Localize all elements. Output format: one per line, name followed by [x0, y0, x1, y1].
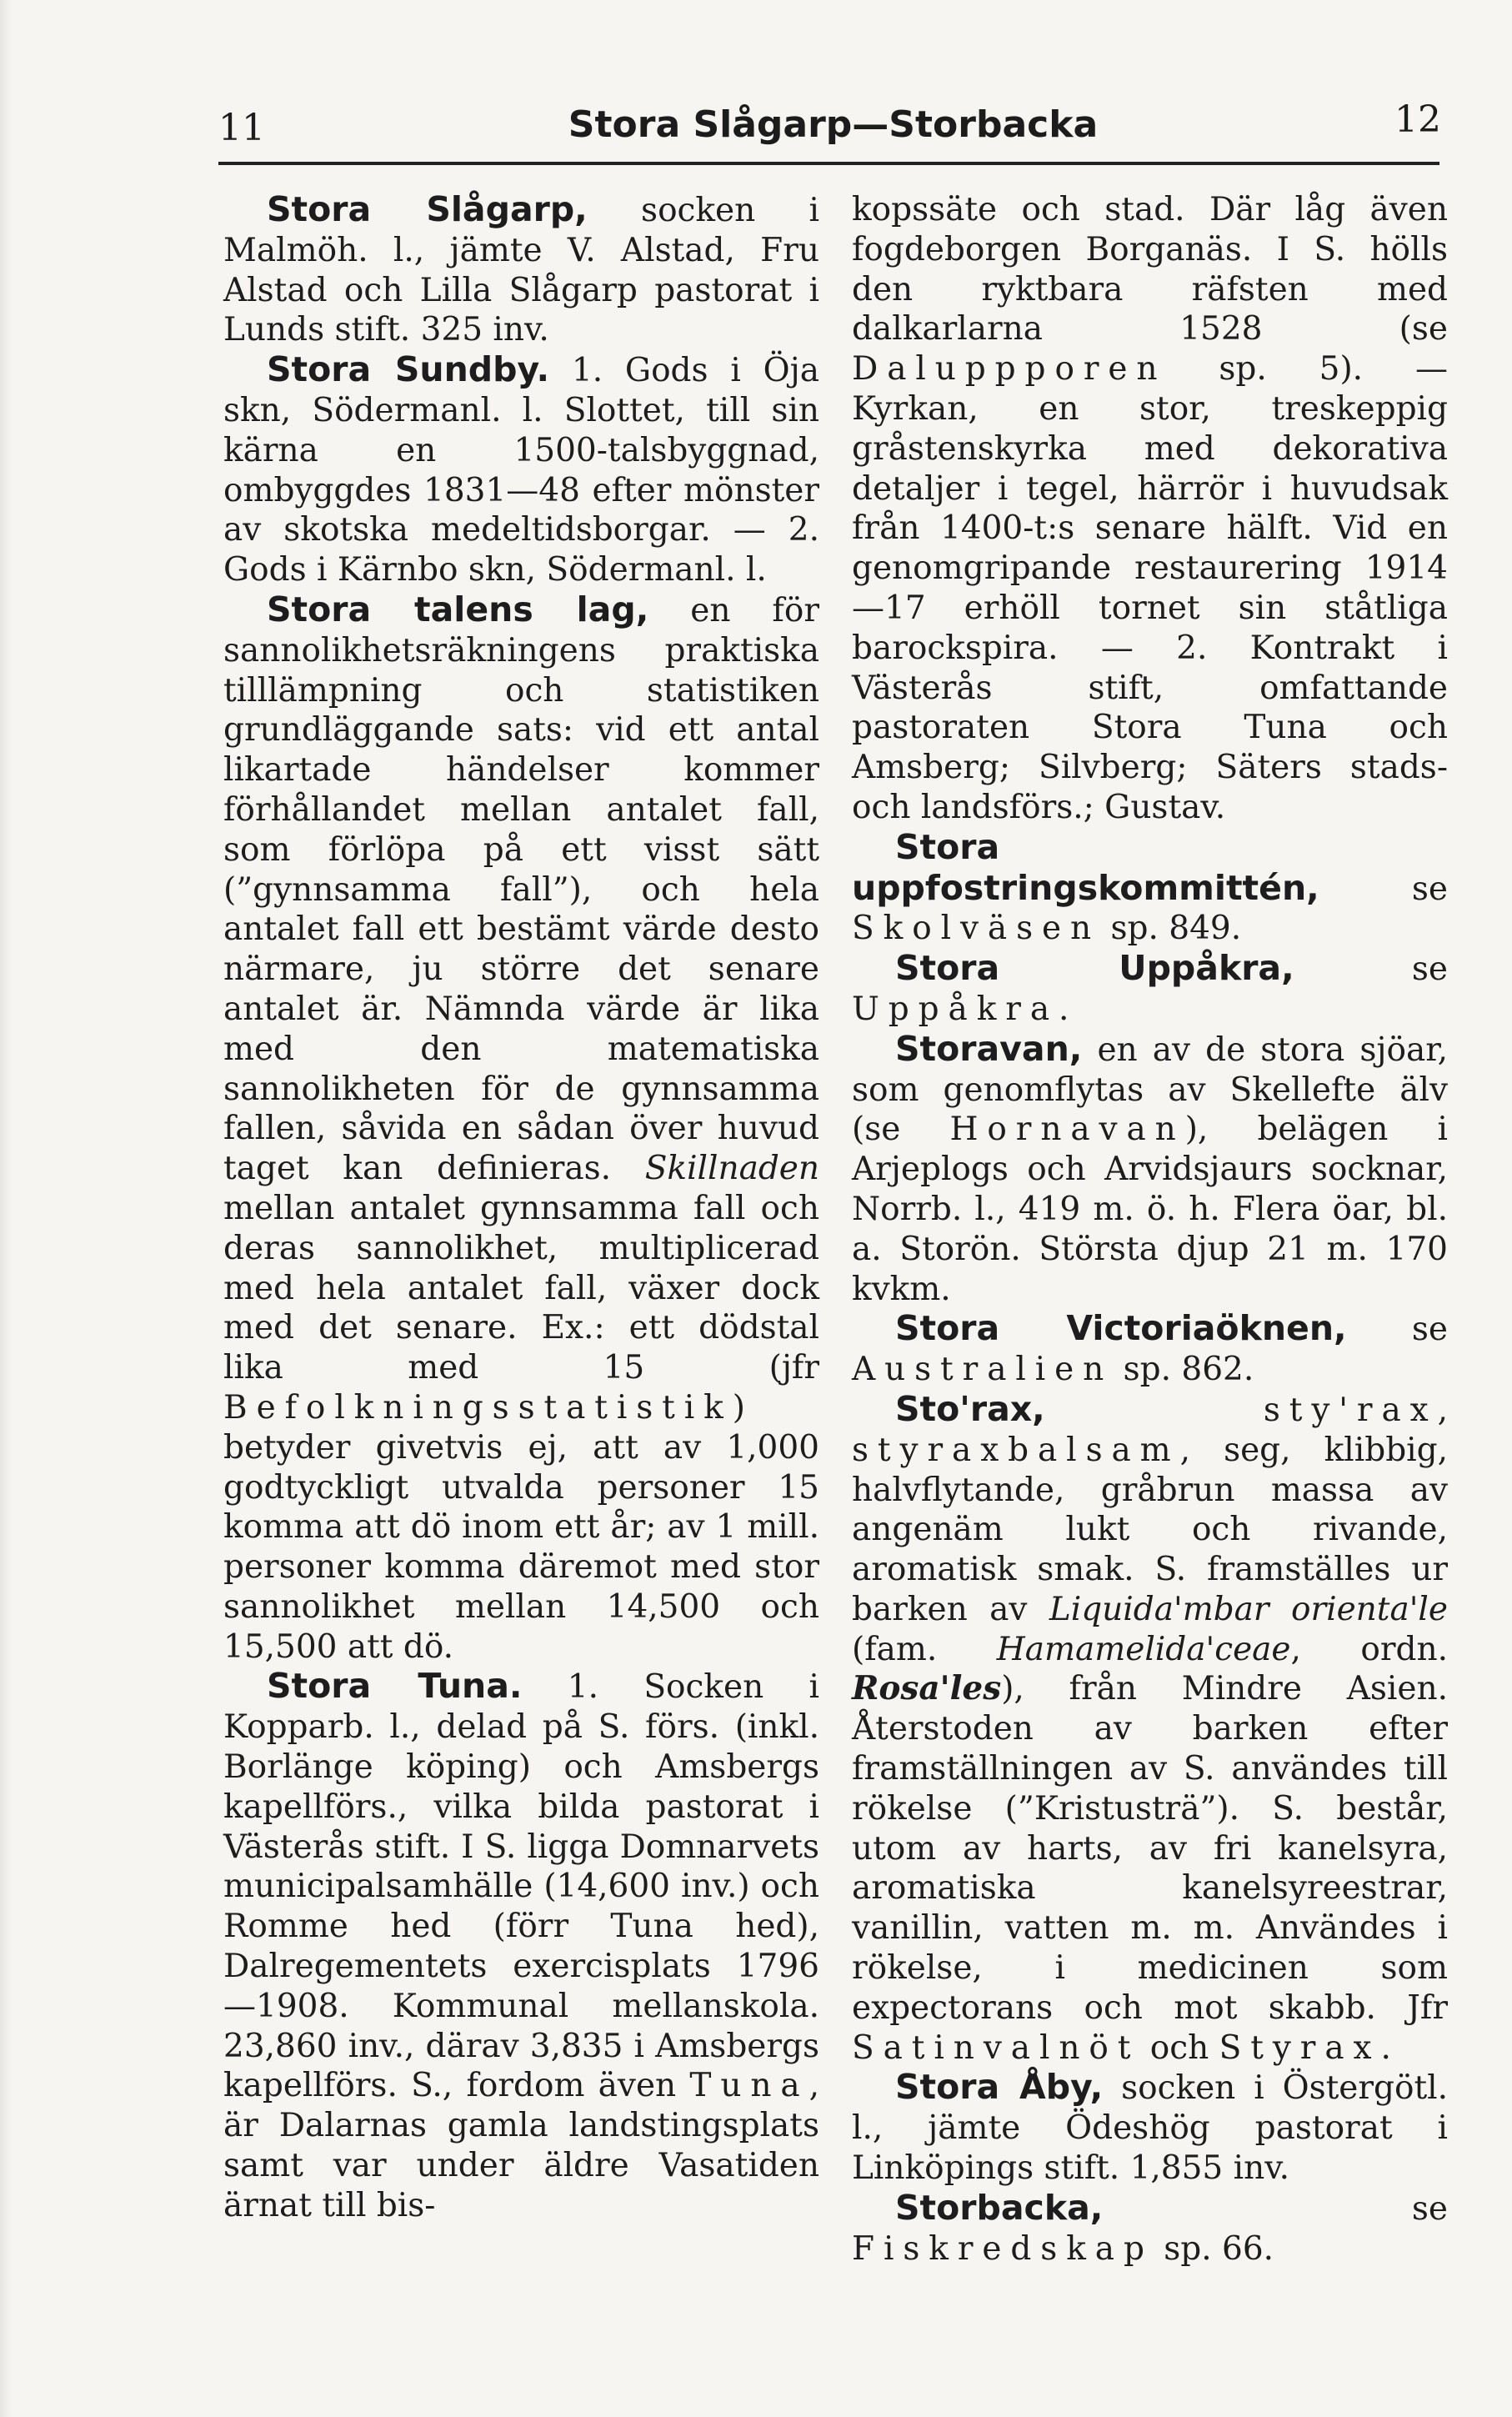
entry-text: 1. Gods i Öja skn, Södermanl. l. Slottet, till sin kärna en 1500-talsbyggnad, ombyggdes 1831—48 efter mönster av skotska medeltidsborgar. — 2. Gods i Kärnbo skn, Södermanl. l.	[223, 352, 819, 589]
entry-text: kopssäte och stad. Där låg även fogdeborgen Borganäs. I S. hölls den ryktbara räfsten med dalkarlarna 1528 (se	[852, 191, 1448, 349]
entry-text: se	[1319, 870, 1448, 908]
cross-reference: Styrax	[1219, 2028, 1381, 2067]
entry-text: socken i Östergötl. l., jämte Ödeshög pastorat i Linköpings stift. 1,855 inv.	[852, 2069, 1449, 2188]
spaced-term: Tuna	[689, 2067, 809, 2105]
entry-text: se	[1294, 950, 1448, 989]
spaced-term: sty'rax	[1263, 1391, 1438, 1429]
cross-reference: Hornavan	[949, 1111, 1185, 1149]
headword: Stora Victoriaöknen,	[895, 1308, 1347, 1349]
entry-text: socken i Malmöh. l., jämte V. Alstad, Fru Alstad och Lilla Slågarp pastorat i Lunds stift. 325 inv.	[223, 192, 819, 349]
page-header	[218, 98, 1448, 158]
entry-text: ), från Mindre Asien. Återstoden av barken efter framställningen av S. användes till rökelse (”Kristusträ”). S. består, utom av harts, av fri kanelsyra, aromatiska kanelsyreestrar, vanillin, vatten m. m. Användes i rökelse, i medicinen som expectorans och mot skabb. Jfr	[852, 1670, 1448, 2027]
header-rule	[218, 162, 1439, 165]
entry-text: en för sannolikhetsräkningens praktiska tilllämpning och statistiken grundläggande sats: vid ett antal likartade händelser kommer förhållandet mellan antalet fall, som förlöpa på ett visst sätt (”gynnsamma fall”), och hela antalet fall ett bestämt värde desto närmare, ju större det senare antalet är. Nämnda värde är lika med den matematiska sannolikheten för de gynnsamma fallen, såvida en sådan över huvud taget kan definieras.	[223, 591, 819, 1188]
entry-text: sp. 849.	[1100, 910, 1242, 948]
entry-text: (fam.	[852, 1630, 997, 1668]
headword: Stora Tuna.	[267, 1666, 523, 1707]
entry-storax	[852, 1390, 1448, 2068]
headword: Stora Sundby.	[267, 349, 550, 390]
page-number-left: 11	[218, 107, 265, 149]
headword: Storavan,	[895, 1028, 1083, 1069]
headword: Stora talens lag,	[267, 589, 649, 629]
entry-storavan	[852, 1030, 1448, 1310]
entry-text: , ordn.	[1290, 1630, 1448, 1668]
entry-stora-victoriaoknen	[852, 1309, 1448, 1390]
page-edge-shadow	[0, 0, 12, 2417]
running-title: Stora Slågarp—Storbacka	[568, 103, 1099, 146]
entry-text: , seg, klibbig, halvflytande, gråbrun massa av angenäm lukt och rivande, aromatisk smak. S. framställes ur barken av	[852, 1431, 1448, 1628]
cross-reference: Australien	[852, 1351, 1114, 1389]
entry-text: .	[1059, 990, 1069, 1028]
entry-text: mellan antalet gynnsamma fall och deras sannolikhet, multiplicerad med hela antalet fall, växer dock med det senare. Ex.: ett dödstal lika med 15 (jfr	[223, 1189, 819, 1387]
entry-stora-sundby	[223, 350, 819, 590]
entry-stora-uppfostringskommitten	[852, 828, 1448, 949]
entry-text: se	[1346, 1311, 1448, 1349]
entry-text: 1. Socken i Kopparb. l., delad på S. förs. (inkl. Borlänge köping) och Amsbergs kapellförs., vilka bilda pastorat i Västerås stift. I S. ligga Domnarvets municipalsamhälle (14,600 inv.) och Romme hed (förr Tuna hed), Dalregementets exercisplats 1796—1908. Kommunal mellanskola. 23,860 inv., därav 3,835 i Amsbergs kapellförs. S., fordom även	[223, 1668, 819, 2105]
italic-term: Liquida'mbar orienta'le	[1049, 1590, 1448, 1628]
entry-stora-talens-lag	[223, 590, 819, 1667]
entry-text: en av de stora sjöar, som genomflytas av Skellefte älv (se	[852, 1030, 1448, 1149]
headword: Stora Uppåkra,	[895, 948, 1294, 989]
column-left	[223, 189, 819, 2224]
entry-text: sp. 862.	[1113, 1351, 1254, 1389]
entry-continuation	[852, 190, 1448, 828]
cross-reference: Befolkningsstatistik	[223, 1388, 733, 1427]
headword: Sto'rax,	[895, 1388, 1045, 1429]
entry-text: ,	[1437, 1391, 1448, 1429]
italic-term: Skillnaden	[644, 1150, 819, 1188]
entry-text: ) betyder givetvis ej, att av 1,000 godtyckligt utvalda personer 15 komma att dö inom ett år; av 1 mill. personer komma däremot med stor sannolikhet mellan 14,500 och 15,500 att dö.	[223, 1388, 819, 1666]
entry-stora-aby	[852, 2068, 1448, 2188]
entry-storbacka	[852, 2189, 1448, 2269]
cross-reference: Skolväsen	[852, 910, 1101, 948]
headword: Stora uppfostringskommittén,	[852, 826, 1319, 908]
entry-text: och	[1139, 2028, 1219, 2067]
headword: Stora Slågarp,	[267, 189, 588, 229]
italic-term: Hamamelida'ceae	[996, 1630, 1291, 1668]
entry-text: se	[1103, 2189, 1448, 2228]
headword: Stora Åby,	[895, 2067, 1104, 2108]
column-right	[852, 190, 1449, 2268]
bold-italic-term: Rosa'les	[852, 1669, 1002, 1708]
entry-text: , är Dalarnas gamla landstingsplats samt var under äldre Vasatiden ärnat till bis-	[223, 2067, 819, 2224]
cross-reference: Satinvalnöt	[852, 2028, 1140, 2067]
entry-text: .	[1380, 2028, 1391, 2067]
page-number-right: 12	[1394, 98, 1441, 141]
cross-reference: Uppåkra	[852, 990, 1059, 1028]
cross-reference: Daluppроren	[852, 350, 1167, 389]
entry-stora-tuna	[223, 1667, 819, 2225]
headword: Storbacka,	[895, 2187, 1104, 2228]
entry-text: sp. 66.	[1153, 2229, 1274, 2268]
entry-text: ), belägen i Arjeplogs och Arvidsjaurs socknar, Norrb. l., 419 m. ö. h. Flera öar, bl. a. Storön. Största djup 21 m. 170 kvkm.	[852, 1111, 1448, 1308]
cross-reference: Fiskredskap	[852, 2229, 1154, 2268]
entry-stora-slagarp	[223, 190, 819, 350]
entry-stora-uppakra	[852, 949, 1448, 1030]
spaced-term: styraxbalsam	[852, 1431, 1180, 1469]
entry-text: sp. 5). — Kyrkan, en stor, treskeppig gråstenskyrka med dekorativa detaljer i tegel, härrör i huvudsak från 1400-t:s senare hälft. Vid en genomgripande restaurering 1914—17 erhöll tornet sin ståtliga barockspira. — 2. Kontrakt i Västerås stift, omfattande pastoraten Stora Tuna och Amsberg; Silvberg; Säters stads- och landsförs.; Gustav.	[852, 350, 1448, 826]
